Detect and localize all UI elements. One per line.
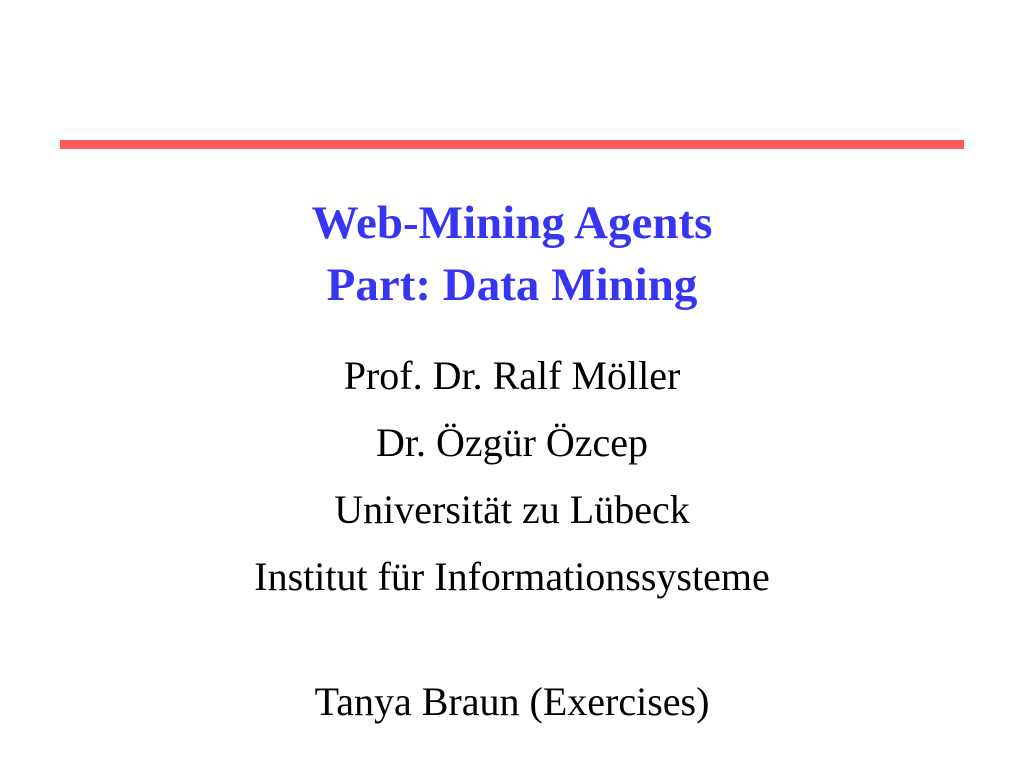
exercises-credit: Tanya Braun (Exercises) xyxy=(314,679,710,724)
accent-divider xyxy=(60,140,964,149)
title-line-part: Part: Data Mining xyxy=(326,259,698,311)
title-line-course: Web-Mining Agents xyxy=(311,197,713,249)
author-block xyxy=(0,342,1024,610)
author-line-university: Universität zu Lübeck xyxy=(334,487,690,532)
author-line-doctor: Dr. Özgür Özcep xyxy=(375,420,649,465)
slide-title xyxy=(0,192,1024,316)
author-line-institute: Institut für Informationssysteme xyxy=(254,554,770,599)
author-line-professor: Prof. Dr. Ralf Möller xyxy=(343,353,681,398)
